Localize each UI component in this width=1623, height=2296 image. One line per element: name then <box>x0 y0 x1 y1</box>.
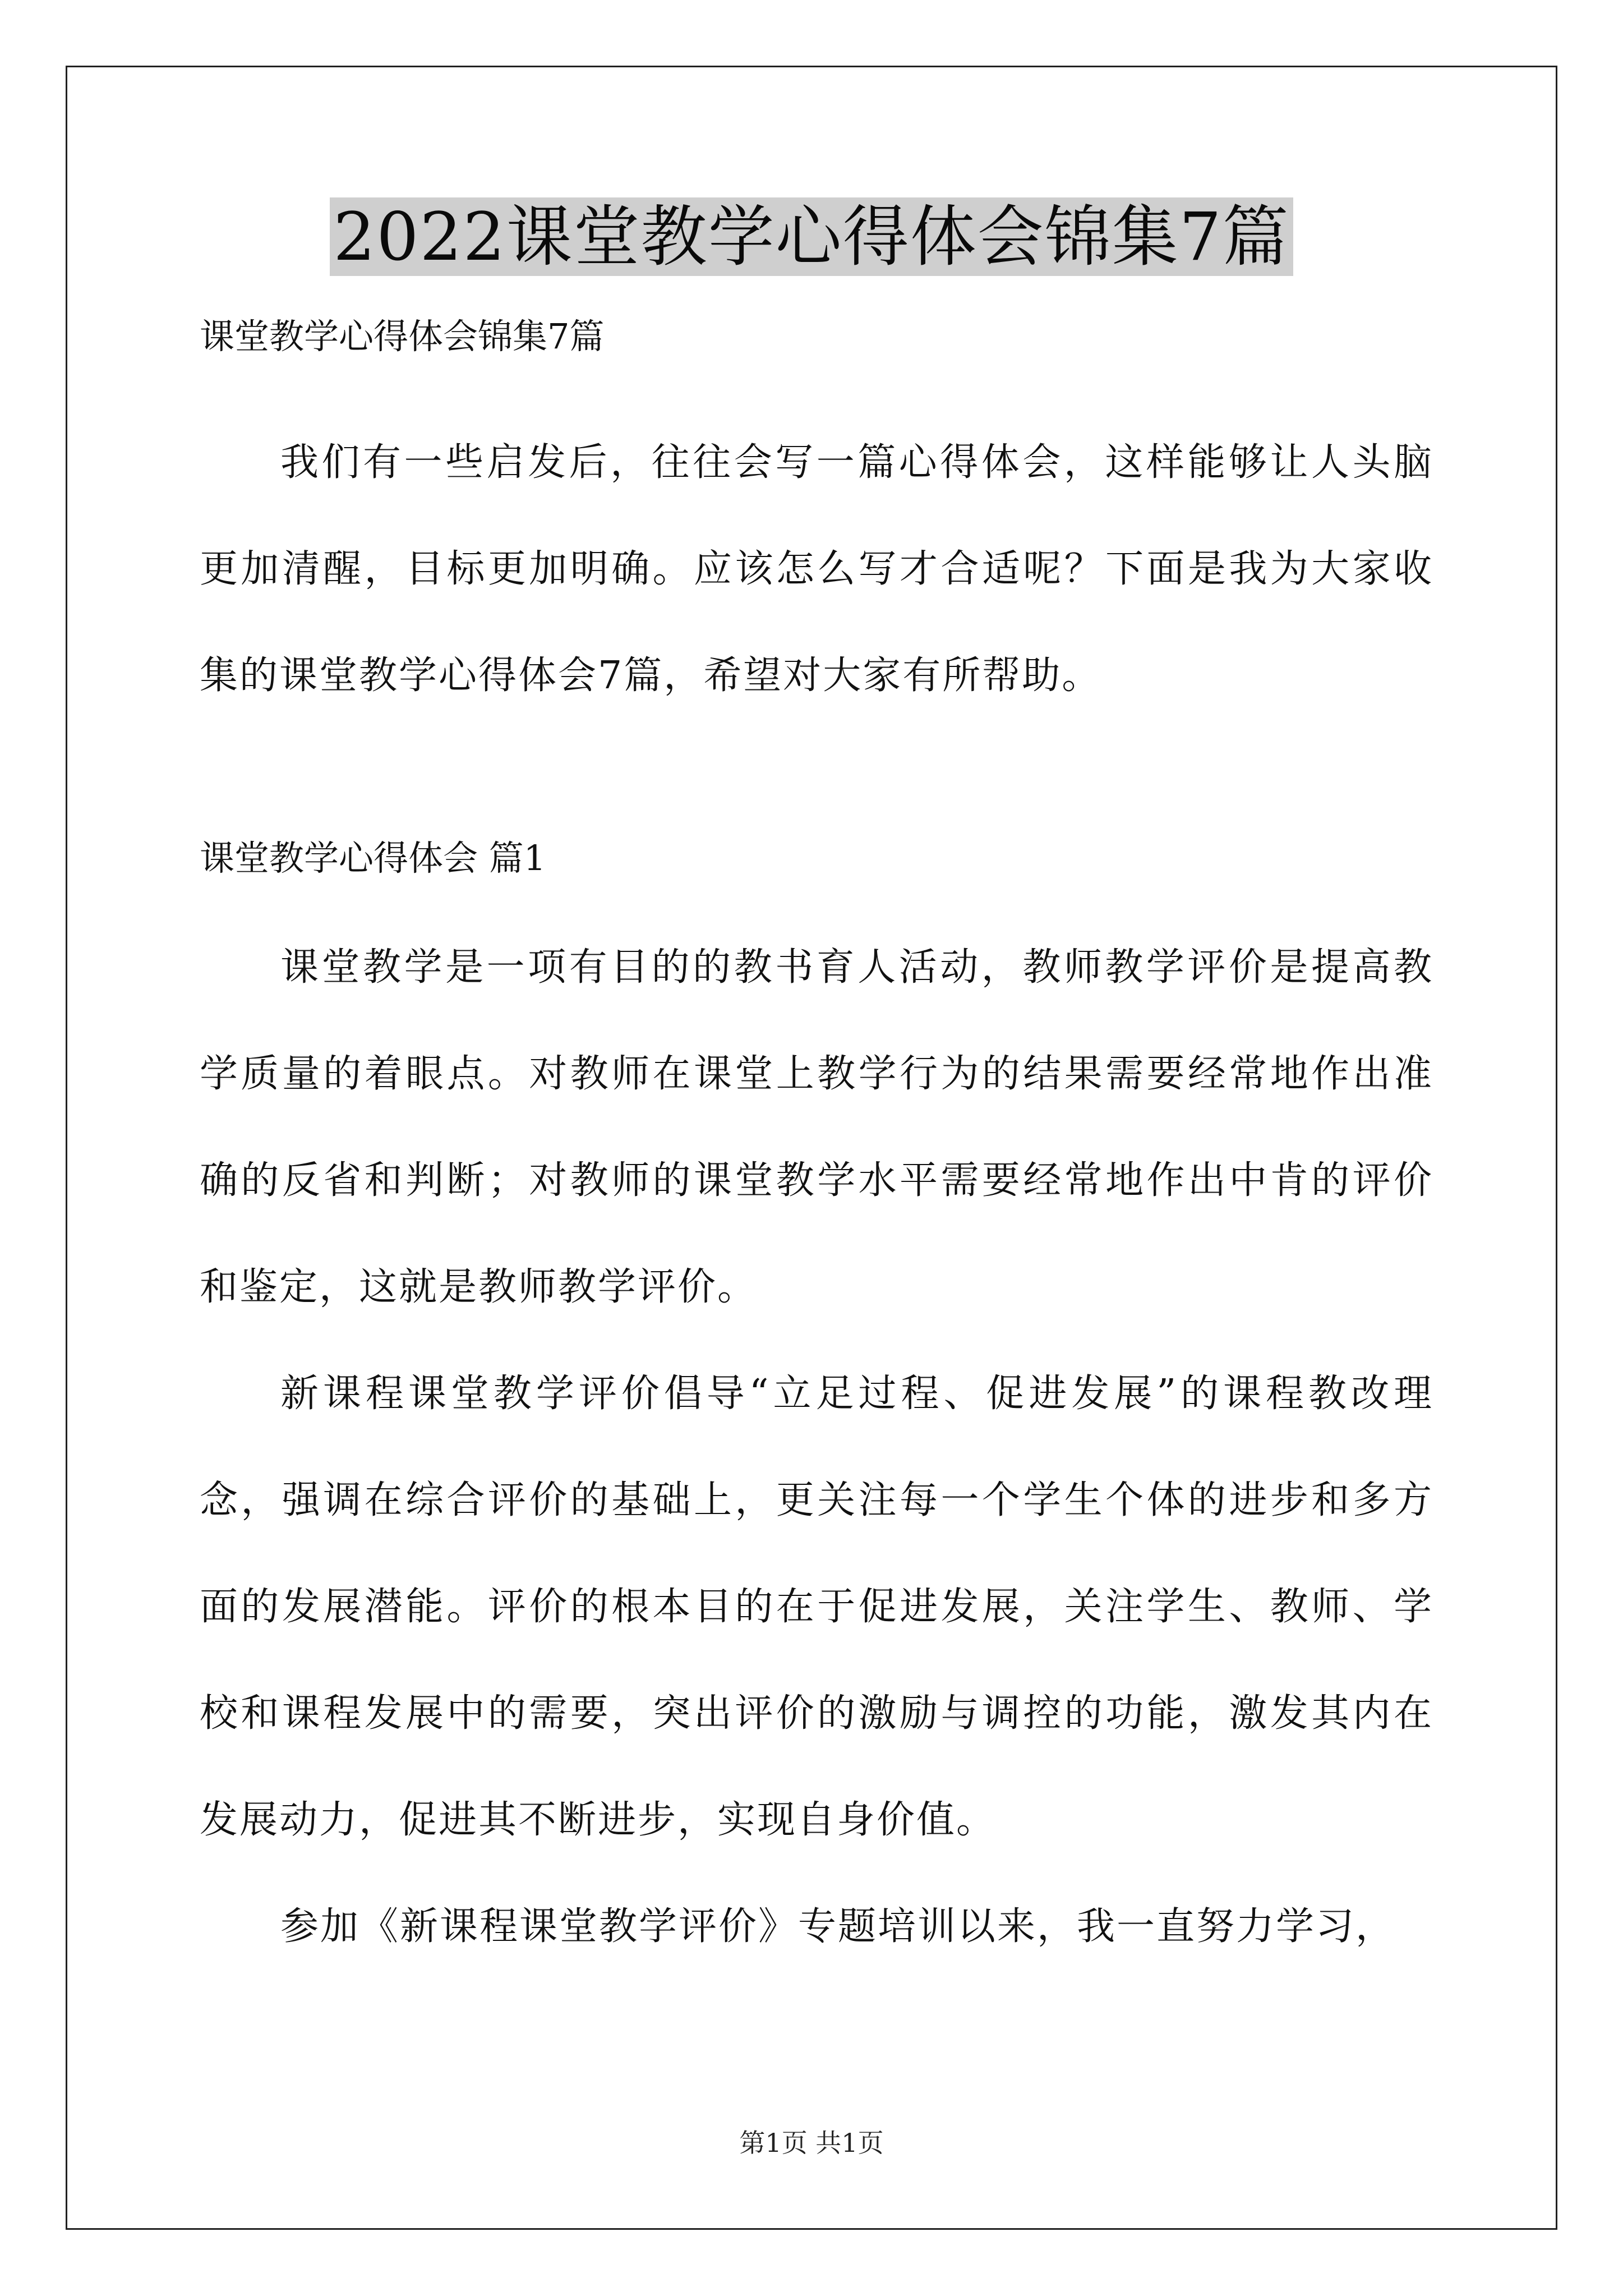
document-title: 2022课堂教学心得体会锦集7篇 <box>330 197 1293 276</box>
body-paragraph-2: 新课程课堂教学评价倡导“立足过程、促进发展”的课程教改理念，强调在综合评价的基础上，更关注每一个学生个体的进步和多方面的发展潜能。评价的根本目的在于促进发展，关注学生、教师、学校和课程发展中的需要，突出评价的激励与调控的功能，激发其内在发展动力，促进其不断进步，实现自身价值。 <box>200 1372 1433 1842</box>
body-paragraph-1: 课堂教学是一项有目的的教书育人活动，教师教学评价是提高教学质量的着眼点。对教师在课堂上教学行为的结果需要经常地作出准确的反省和判断；对教师的课堂教学水平需要经常地作出中肯的评价和鉴定，这就是教师教学评价。 <box>200 945 1433 1309</box>
section-heading: 课堂教学心得体会 篇1 <box>200 838 546 878</box>
document-subtitle: 课堂教学心得体会锦集7篇 <box>200 316 605 357</box>
page-footer: 第1页 共1页 <box>739 2128 884 2158</box>
title-wrap <box>0 197 1623 276</box>
intro-paragraph: 我们有一些启发后，往往会写一篇心得体会，这样能够让人头脑更加清醒，目标更加明确。应该怎么写才合适呢？下面是我为大家收集的课堂教学心得体会7篇，希望对大家有所帮助。 <box>200 440 1433 698</box>
body-paragraph-3: 参加《新课程课堂教学评价》专题培训以来，我一直努力学习， <box>280 1904 1396 1949</box>
document-body <box>200 314 1433 1980</box>
